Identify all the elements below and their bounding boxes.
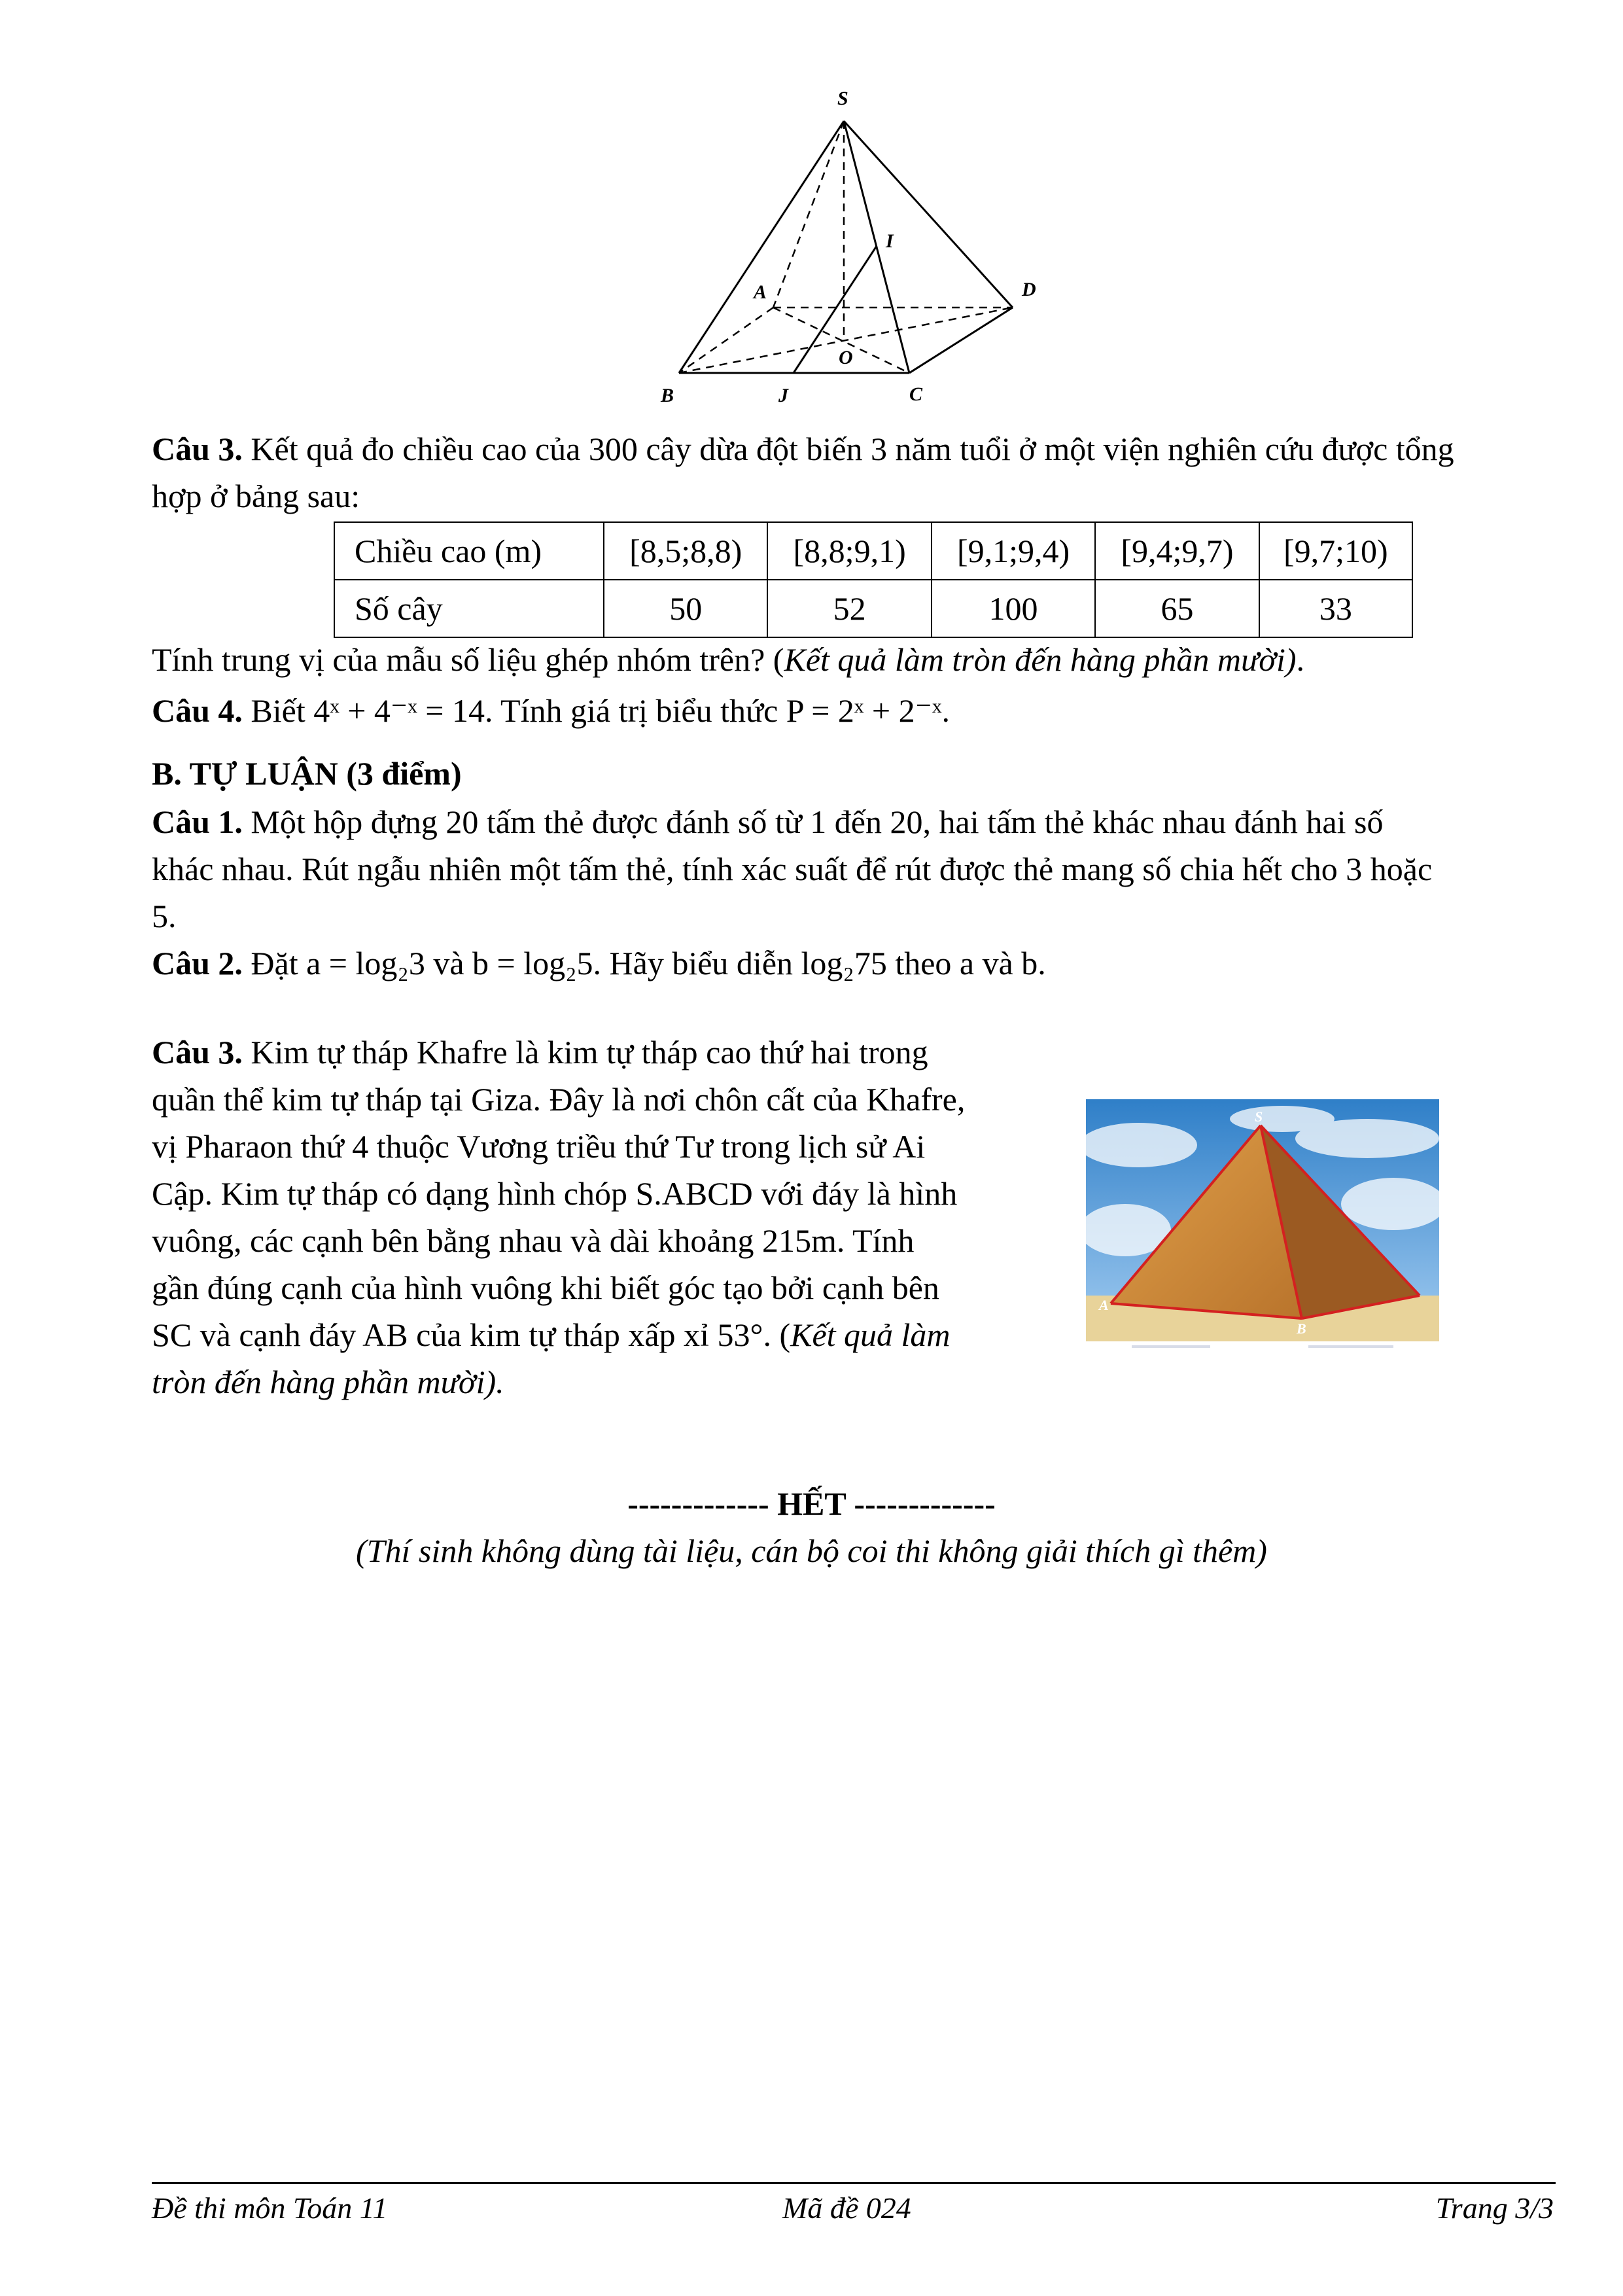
- label-d: D: [1022, 279, 1036, 300]
- q3-question-text: Tính trung vị của mẫu số liệu ghép nhóm trên? (: [152, 641, 784, 678]
- essay3-line6: gần đúng cạnh của hình vuông khi biết góc tạo bởi cạnh bên: [152, 1269, 939, 1306]
- essay1-line2: khác nhau. Rút ngẫu nhiên một tấm thẻ, tính xác suất để rút được thẻ mang số chia hết cho 3 hoặc: [152, 851, 1433, 887]
- essay2-text: Đặt a = log₂3 và b = log₂5. Hãy biểu diễn log₂75 theo a và b.: [251, 945, 1046, 981]
- essay3-line3: vị Pharaon thứ 4 thuộc Vương triều thứ Tư trong lịch sử Ai: [152, 1128, 926, 1165]
- table-cell: [9,7;10): [1259, 522, 1412, 580]
- table-header-height: Chiều cao (m): [334, 522, 604, 580]
- label-o: O: [839, 347, 853, 368]
- essay3-label: Câu 3.: [152, 1034, 243, 1070]
- essay3-note-start: Kết quả làm: [790, 1316, 951, 1353]
- essay1-line3: 5.: [152, 898, 177, 934]
- q3-question: [152, 636, 1304, 683]
- pyramid-photo: [1086, 1099, 1439, 1354]
- q3-label: Câu 3.: [152, 431, 243, 467]
- label-b: B: [661, 385, 674, 406]
- table-cell: 52: [767, 580, 931, 637]
- q3-end: .: [1296, 641, 1305, 678]
- end-mark: ------------- HẾT -------------: [627, 1485, 996, 1522]
- q4-expression: P = 2ˣ + 2⁻ˣ: [786, 692, 942, 729]
- essay2-line: [152, 940, 1046, 987]
- q4-equation: 4ˣ + 4⁻ˣ = 14: [313, 692, 485, 729]
- table-cell: [9,4;9,7): [1095, 522, 1259, 580]
- table-header-count: Số cây: [334, 580, 604, 637]
- table-cell: [8,8;9,1): [767, 522, 931, 580]
- q4-line: [152, 687, 950, 734]
- essay3-line2: quần thể kim tự tháp tại Giza. Đây là nơi chôn cất của Khafre,: [152, 1081, 966, 1118]
- essay1-text1: Một hộp đựng 20 tấm thẻ được đánh số từ 1 đến 20, hai tấm thẻ khác nhau đánh hai số: [251, 804, 1384, 840]
- essay3-line8: tròn đến hàng phần mười).: [152, 1364, 504, 1400]
- label-j: J: [778, 385, 788, 406]
- q4-text-b: . Tính giá trị biểu thức: [484, 692, 778, 729]
- q4-label: Câu 4.: [152, 692, 243, 729]
- q3-text1: Kết quả đo chiều cao của 300 cây dừa đột biến 3 năm tuổi ở một viện nghiên cứu được tổng: [251, 431, 1454, 467]
- essay3-text: Kim tự tháp Khafre là kim tự tháp cao thứ hai trong: [251, 1034, 928, 1070]
- photo-label-b: B: [1297, 1320, 1306, 1337]
- essay1-line1: [152, 798, 1383, 845]
- table-row: [334, 522, 1412, 580]
- table-cell: 100: [932, 580, 1095, 637]
- label-s: S: [837, 88, 848, 109]
- photo-label-a: A: [1099, 1297, 1109, 1313]
- footer-page: Trang 3/3: [1435, 2191, 1554, 2225]
- footer-divider: [152, 2182, 1556, 2184]
- q4-text-a: Biết: [251, 692, 305, 729]
- label-c: C: [909, 383, 923, 405]
- table-cell: 33: [1259, 580, 1412, 637]
- essay3-text7: SC và cạnh đáy AB của kim tự tháp xấp xỉ 53°. (: [152, 1316, 791, 1353]
- table-cell: [9,1;9,4): [932, 522, 1095, 580]
- essay1-label: Câu 1.: [152, 804, 243, 840]
- essay3-line7: [152, 1311, 951, 1358]
- table-cell: 50: [604, 580, 767, 637]
- q3-line2: hợp ở bảng sau:: [152, 478, 360, 514]
- frequency-table: [334, 521, 1413, 638]
- label-a: A: [754, 281, 767, 303]
- pyramid-diagram: [641, 85, 1073, 412]
- q3-line1: [152, 425, 1454, 472]
- table-row: [334, 580, 1412, 637]
- end-note: (Thí sinh không dùng tài liệu, cán bộ coi thi không giải thích gì thêm): [356, 1532, 1267, 1569]
- label-i: I: [886, 230, 894, 252]
- footer-subject: Đề thi môn Toán 11: [152, 2191, 388, 2225]
- essay3-line1: [152, 1029, 928, 1076]
- essay3-line4: Cập. Kim tự tháp có dạng hình chóp S.ABCD với đáy là hình: [152, 1175, 958, 1212]
- essay2-label: Câu 2.: [152, 945, 243, 981]
- edge-sd: [844, 121, 1013, 308]
- q4-end: .: [941, 692, 950, 729]
- table-cell: 65: [1095, 580, 1259, 637]
- q3-note: Kết quả làm tròn đến hàng phần mười): [784, 641, 1297, 678]
- edge-cd: [909, 308, 1013, 373]
- photo-label-s: S: [1255, 1108, 1263, 1125]
- segment-ij: [794, 246, 877, 373]
- table-cell: [8,5;8,8): [604, 522, 767, 580]
- footer-code: Mã đề 024: [782, 2191, 911, 2225]
- section-b-title: B. TỰ LUẬN (3 điểm): [152, 755, 462, 792]
- essay3-line5: vuông, các cạnh bên bằng nhau và dài khoảng 215m. Tính: [152, 1222, 915, 1259]
